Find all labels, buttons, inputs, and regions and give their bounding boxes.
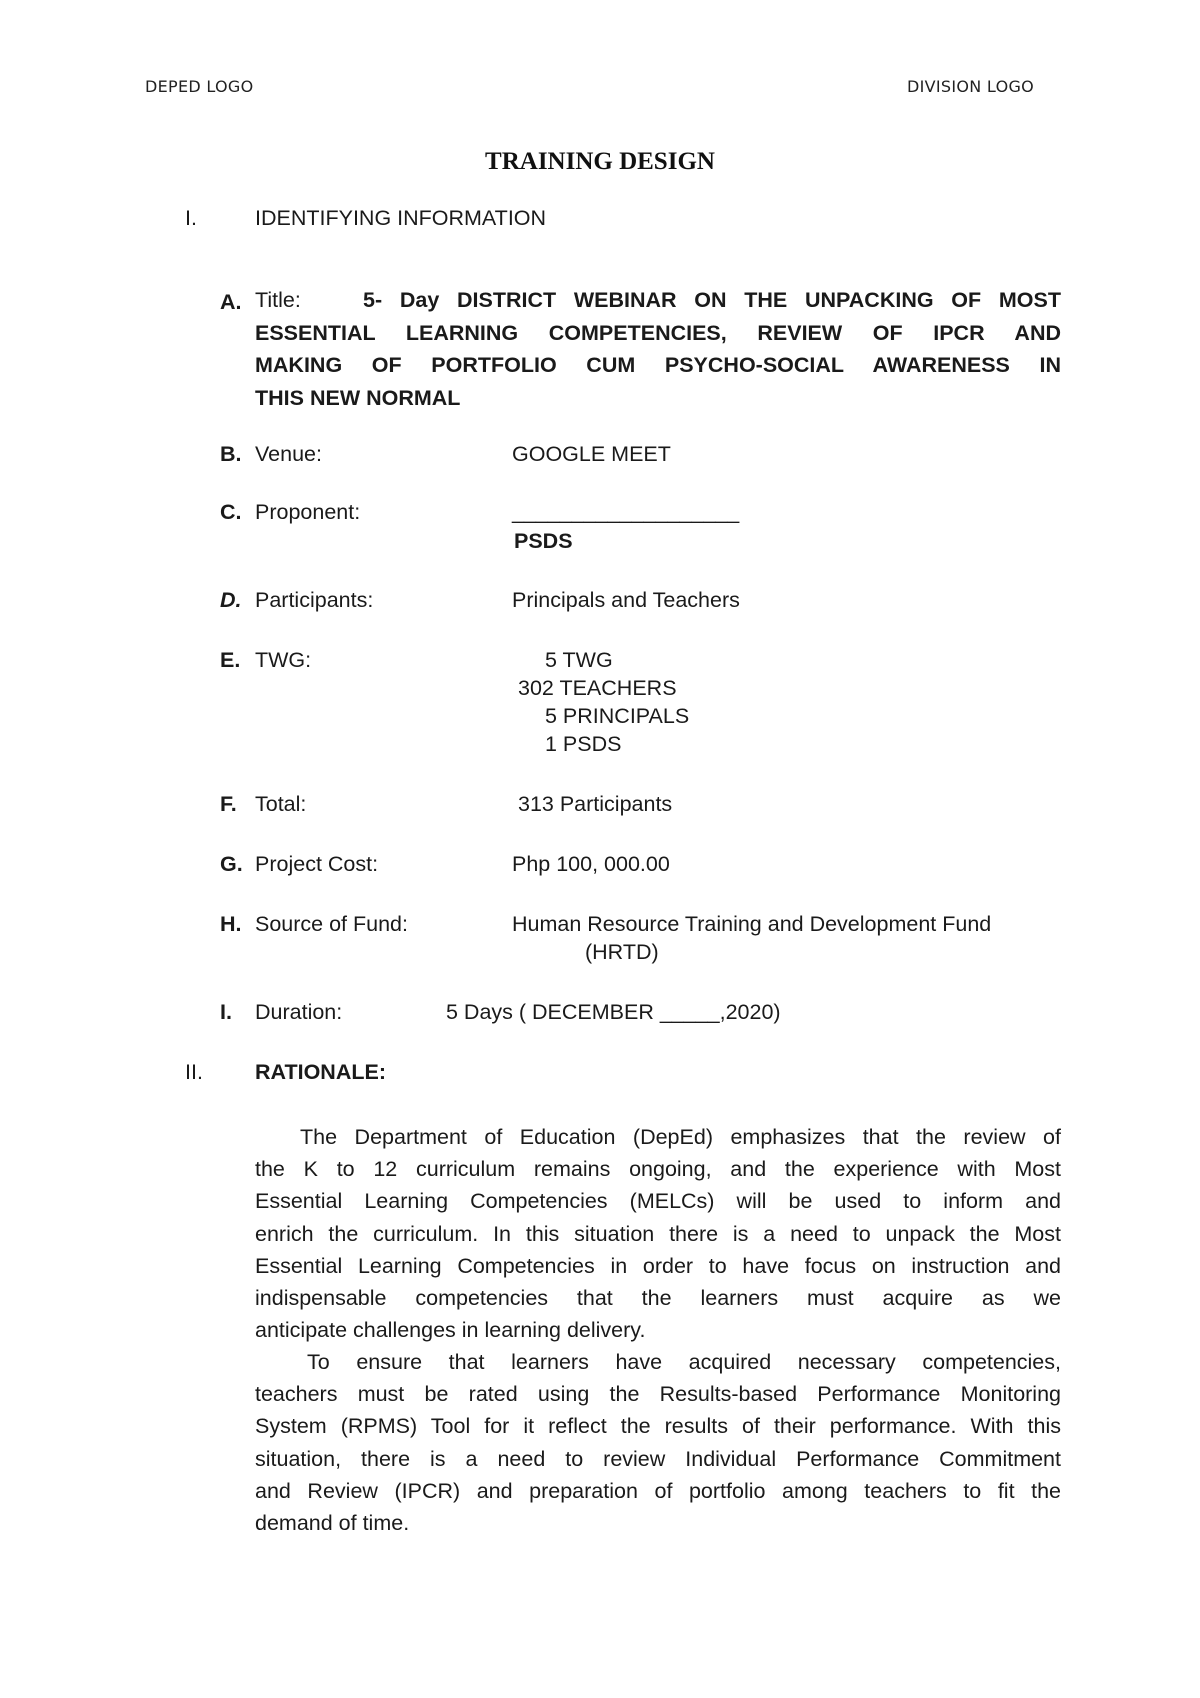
item-i-letter: I. (220, 1000, 232, 1024)
twg-count-principals: 5 PRINCIPALS (545, 704, 690, 728)
rationale-paragraph-1 (255, 1121, 1061, 1346)
item-h-letter: H. (220, 912, 242, 936)
rationale-p2-line: To ensure that learners have acquired necessary competencies, (307, 1350, 1061, 1374)
training-title-line-2: ESSENTIAL LEARNING COMPETENCIES, REVIEW OF IPCR AND (255, 320, 1061, 345)
project-cost-value: Php 100, 000.00 (512, 852, 670, 876)
training-title-line-4: THIS NEW NORMAL (255, 385, 461, 410)
twg-count-teachers: 302 TEACHERS (518, 676, 677, 700)
project-cost-label: Project Cost: (255, 852, 379, 876)
item-c-letter: C. (220, 500, 242, 524)
item-g-letter: G. (220, 852, 243, 876)
rationale-paragraph-2 (255, 1346, 1061, 1539)
proponent-label: Proponent: (255, 500, 361, 524)
source-of-fund-abbrev: (HRTD) (585, 940, 659, 964)
participants-label: Participants: (255, 588, 374, 612)
item-d-letter: D. (220, 588, 242, 612)
rationale-p2-line: teachers must be rated using the Results-based Performance Monitoring (255, 1382, 1061, 1407)
duration-value: 5 Days ( DECEMBER _____,2020) (446, 1000, 781, 1024)
rationale-p2-line: and Review (IPCR) and preparation of portfolio among teachers to fit the (255, 1478, 1061, 1503)
training-title-line-1: 5- Day DISTRICT WEBINAR ON THE UNPACKING OF MOST (363, 288, 1061, 312)
twg-label: TWG: (255, 648, 312, 672)
twg-count-twg: 5 TWG (545, 648, 613, 672)
item-e-letter: E. (220, 648, 241, 672)
duration-label: Duration: (255, 1000, 343, 1024)
document-title: TRAINING DESIGN (485, 148, 715, 175)
proponent-signature-line: ___________________ (512, 500, 740, 524)
proponent-role: PSDS (514, 529, 573, 553)
title-label: Title: (255, 288, 301, 312)
rationale-p1-line: Essential Learning Competencies (MELCs) will be used to inform and (255, 1189, 1061, 1214)
rationale-p1-line: The Department of Education (DepEd) emphasizes that the review of (300, 1125, 1061, 1149)
item-a-letter: A. (220, 290, 242, 314)
rationale-p2-line: System (RPMS) Tool for it reflect the results of their performance. With this (255, 1414, 1061, 1439)
rationale-p1-line: Essential Learning Competencies in order to have focus on instruction and (255, 1253, 1061, 1278)
item-f-letter: F. (220, 792, 237, 816)
rationale-p2-line: situation, there is a need to review Individual Performance Commitment (255, 1446, 1061, 1471)
total-label: Total: (255, 792, 307, 816)
rationale-p1-line: the K to 12 curriculum remains ongoing, and the experience with Most (255, 1157, 1061, 1182)
rationale-p1-line: enrich the curriculum. In this situation there is a need to unpack the Most (255, 1221, 1061, 1246)
division-logo-placeholder: DIVISION LOGO (907, 77, 1035, 96)
deped-logo-placeholder: DEPED LOGO (145, 77, 254, 96)
source-of-fund-label: Source of Fund: (255, 912, 408, 936)
item-b-letter: B. (220, 442, 242, 466)
total-value: 313 Participants (518, 792, 673, 816)
rationale-p2-line: demand of time. (255, 1511, 410, 1536)
section-2-heading: RATIONALE: (255, 1060, 386, 1084)
participants-value: Principals and Teachers (512, 588, 740, 612)
training-title-block (255, 284, 1061, 414)
rationale-p1-line: anticipate challenges in learning delivery. (255, 1318, 646, 1343)
section-1-heading: IDENTIFYING INFORMATION (255, 206, 547, 230)
training-title-line-3: MAKING OF PORTFOLIO CUM PSYCHO-SOCIAL AWARENESS IN (255, 353, 1061, 377)
twg-count-psds: 1 PSDS (545, 732, 622, 756)
section-2-number: II. (185, 1060, 203, 1084)
rationale-p1-line: indispensable competencies that the learners must acquire as we (255, 1286, 1061, 1311)
source-of-fund-value: Human Resource Training and Development Fund (512, 912, 992, 936)
venue-value: GOOGLE MEET (512, 442, 671, 466)
venue-label: Venue: (255, 442, 322, 466)
section-1-number: I. (185, 206, 197, 230)
